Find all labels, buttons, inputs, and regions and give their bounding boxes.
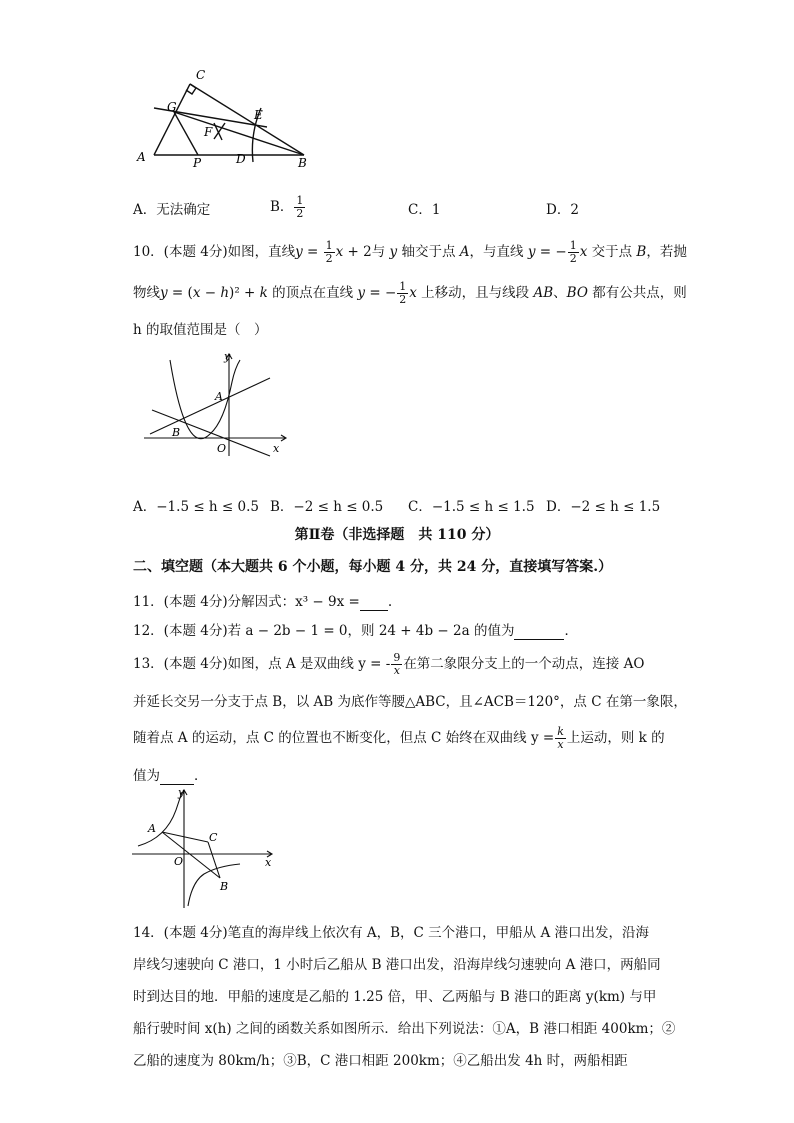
q10-line3: h 的取值范围是（ ）	[133, 322, 268, 338]
axis-y-label: y	[224, 350, 231, 363]
label-F: F	[204, 125, 213, 139]
q13-line2: 并延长交另一分支于点 B，以 AB 为底作等腰△ABC，且∠ACB＝120°，点 C 在第一象限，	[133, 694, 687, 710]
q12-answer-blank[interactable]	[514, 623, 564, 640]
q11: 11．(本题 4分)分解因式：x³ − 9x = .	[133, 594, 393, 610]
label-E: E	[254, 108, 263, 122]
q12: 12．(本题 4分)若 a − 2b − 1 = 0，则 24 + 4b − 2a 的值为 ．	[133, 623, 578, 639]
q9-option-b: B． $\frac{1}{2}$	[270, 194, 304, 220]
q11-answer-blank[interactable]	[360, 594, 388, 611]
q10-option-b: B．−2 ≤ h ≤ 0.5	[270, 499, 384, 515]
figure-q9-triangle	[130, 66, 320, 170]
q9-option-a: A．无法确定	[133, 202, 211, 218]
axis-x-label: x	[265, 856, 272, 869]
label-A: A	[137, 150, 146, 164]
q10-option-c: C．−1.5 ≤ h ≤ 1.5	[408, 499, 535, 515]
q9-option-d: D．2	[546, 202, 579, 218]
label-B: B	[220, 880, 229, 893]
label-G: G	[167, 100, 177, 114]
label-A: A	[148, 822, 156, 835]
q10-line1: 10．(本题 4分)如图，直线y = $\frac{1}{2}$ x + 2与 y 轴交于点 A，与直线 y = − $\frac{1}{2}$ x 交于点 B，若抛	[133, 239, 687, 265]
q9-option-c: C．1	[408, 202, 441, 218]
q13-line4: 值为 ．	[133, 768, 208, 784]
q10-option-d: D．−2 ≤ h ≤ 1.5	[546, 499, 661, 515]
section2-title: 二、填空题（本大题共 6 个小题，每小题 4 分，共 24 分，直接填写答案.）	[133, 559, 613, 575]
q13-answer-blank[interactable]	[160, 768, 194, 785]
label-A: A	[215, 390, 223, 403]
figure-q13-hyperbola	[128, 786, 278, 910]
q13-line3: 随着点 A 的运动，点 C 的位置也不断变化，但点 C 始终在双曲线 y = $\frac{k}{x}$ 上运动，则 k 的	[133, 725, 665, 751]
label-B: B	[172, 426, 181, 439]
q10-option-a: A．−1.5 ≤ h ≤ 0.5	[133, 499, 259, 515]
q13-line1: 13．(本题 4分)如图，点 A 是双曲线 y = - $\frac{9}{x}$ 在第二象限分支上的一个动点，连接 AO	[133, 651, 645, 677]
label-P: P	[193, 156, 202, 170]
q10-line2: 物线y = (x − h)² + k 的顶点在直线 y = − $\frac{1}{2}$ x 上移动，且与线段 AB、BO 都有公共点，则	[133, 280, 687, 306]
figure-q10-graph	[140, 348, 290, 460]
label-B: B	[298, 156, 307, 170]
label-D: D	[236, 152, 246, 166]
axis-x-label: x	[273, 442, 280, 455]
label-C: C	[209, 831, 218, 844]
q14-line2: 岸线匀速驶向 C 港口，1 小时后乙船从 B 港口出发，沿海岸线匀速驶向 A 港口，两船同	[133, 957, 661, 973]
axis-y-label: y	[178, 786, 185, 799]
q14-line4: 船行驶时间 x(h) 之间的函数关系如图所示．给出下列说法：①A，B 港口相距 400km；②	[133, 1021, 676, 1037]
q14-line1: 14．(本题 4分)笔直的海岸线上依次有 A，B，C 三个港口，甲船从 A 港口出发，沿海	[133, 925, 650, 941]
q14-line5: 乙船的速度为 80km/h；③B，C 港口相距 200km；④乙船出发 4h 时，两船相距	[133, 1053, 628, 1069]
part2-title: 第Ⅱ卷（非选择题 共 110 分）	[294, 527, 500, 543]
label-C: C	[196, 68, 206, 82]
q14-line3: 时到达目的地．甲船的速度是乙船的 1.25 倍，甲、乙两船与 B 港口的距离 y(km) 与甲	[133, 989, 657, 1005]
label-O: O	[174, 855, 184, 868]
label-O: O	[217, 442, 227, 455]
